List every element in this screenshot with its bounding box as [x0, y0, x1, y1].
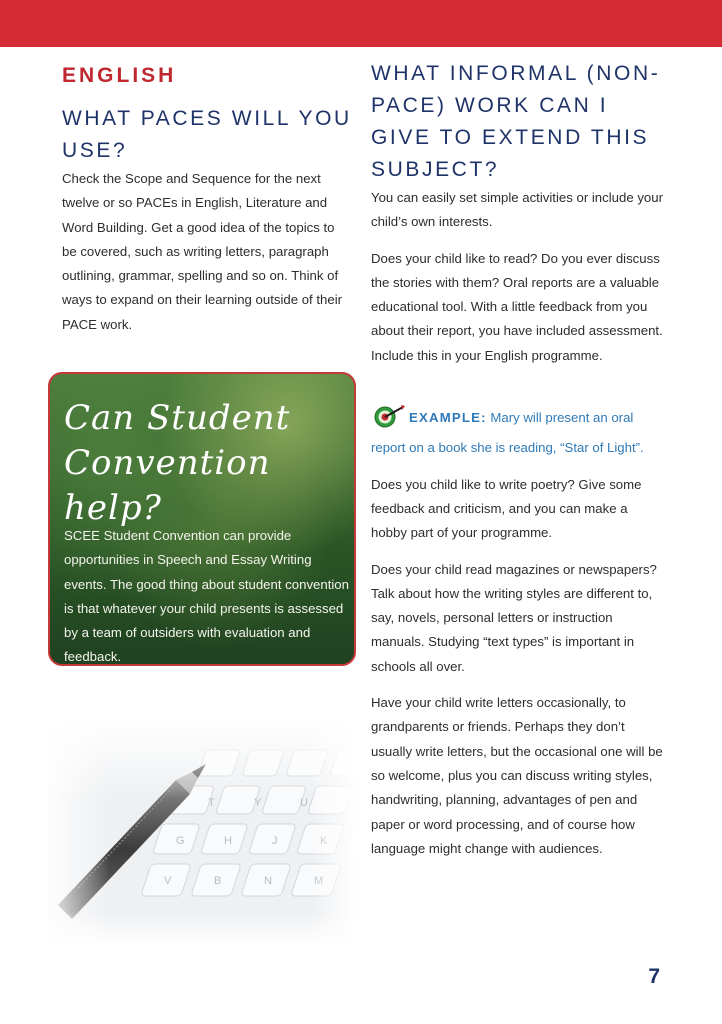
right-heading: WHAT INFORMAL (NON-PACE) WORK CAN I GIVE TO EXTEND THIS SUBJECT? [371, 62, 661, 181]
student-convention-callout [48, 372, 356, 666]
right-paragraph-5: Have your child write letters occasionally, to grandparents or friends. Perhaps they don’t usually write letters, but the occasional one will be so welcome, plus you can discuss writing styles, handwriting, planning, advantages of pen and paper or word processing, and of course how language might change with audiences. [371, 695, 663, 856]
target-arrow-icon [371, 404, 405, 436]
top-banner [0, 0, 722, 47]
left-column [62, 58, 352, 337]
right-paragraph-4: Does your child read magazines or newspapers? Talk about how the writing styles are different to, say, novels, personal letters or instruction manuals. Studying “text types” is important in schools all over. [371, 561, 657, 674]
page-number: 7 [648, 965, 660, 988]
right-paragraph-1: You can easily set simple activities or include your child’s own interests. [371, 190, 663, 230]
callout-title [64, 396, 354, 531]
right-paragraph-2: Does your child like to read? Do you ever discuss the stories with them? Oral reports are a valuable educational tool. With a little feedback from you about their report, you have included assessment. Include this in your English programme. [371, 250, 663, 363]
example-text: Mary will present an oral report on a book she is reading, “Star of Light”. [371, 410, 644, 456]
callout-text: SCEE Student Convention can provide opportunities in Speech and Essay Writing events. The good thing about student convention is that whatever your child presents is assessed by a team of outsiders with evaluation and feedback. [64, 528, 349, 665]
left-heading: WHAT PACES WILL YOU USE? [62, 107, 352, 162]
keyboard-pen-image [48, 720, 356, 945]
callout-title-line-1: Can Student [64, 398, 291, 438]
left-body-text: Check the Scope and Sequence for the next twelve or so PACEs in English, Literature and Word Building. Get a good idea of the topics to be covered, such as writing letters, paragraph outlining, grammar, spelling and so on. Think of ways to expand on their learning outside of their PACE work. [62, 171, 343, 332]
section-label: ENGLISH [62, 64, 177, 87]
right-paragraph-3: Does you child like to write poetry? Give some feedback and criticism, and you can make a hobby part of your programme. [371, 476, 642, 541]
keyboard-pen-illustration [48, 720, 356, 945]
right-column [371, 58, 663, 861]
example-callout [371, 404, 663, 461]
callout-title-line-2: Convention help? [64, 443, 271, 528]
example-label: EXAMPLE: [409, 410, 487, 426]
